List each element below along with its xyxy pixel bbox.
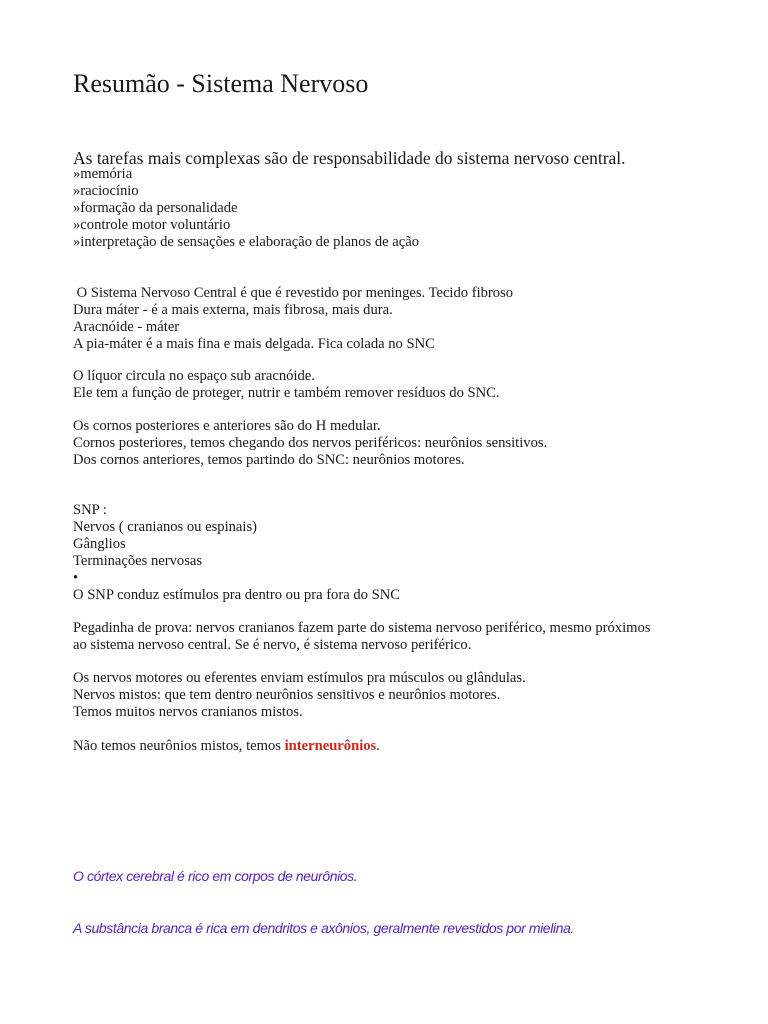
text-line: Nervos mistos: que tem dentro neurônios sensitivos e neurônios motores. [73,687,501,703]
highlight-term: interneurônios [284,738,377,754]
intro-lead: As tarefas mais complexas são de responsabilidade do sistema nervoso central. [73,148,626,168]
text-line: ao sistema nervoso central. Se é nervo, é sistema nervoso periférico. [73,637,472,653]
snp-paragraph [73,502,400,604]
text-line: SNP : [73,502,107,518]
list-item: »interpretação de sensações e elaboração de planos de ação [73,234,420,250]
text-line: Nervos ( cranianos ou espinais) [73,519,257,535]
text-line: Os cornos posteriores e anteriores são do H medular. [73,418,381,434]
bullet-glyph: • [73,570,79,586]
text-line: Temos muitos nervos cranianos mistos. [73,704,303,720]
list-item: »memória [73,166,133,182]
text-line: Dos cornos anteriores, temos partindo do SNC: neurônios motores. [73,452,465,468]
text-line: O líquor circula no espaço sub aracnóide. [73,368,315,384]
list-item: »formação da personalidade [73,200,238,216]
final-paragraph [73,738,380,755]
meninges-paragraph [73,285,513,353]
list-item: »raciocínio [73,183,139,199]
text-line: Dura máter - é a mais externa, mais fibrosa, mais dura. [73,302,393,318]
final-suffix: . [376,738,380,754]
text-line: Pegadinha de prova: nervos cranianos fazem parte do sistema nervoso periférico, mesmo próximos [73,620,651,636]
intro-list [73,166,419,251]
liquor-paragraph [73,368,500,402]
nervos-paragraph [73,670,526,721]
page-title: Resumão - Sistema Nervoso [73,69,369,98]
note-line: A substância branca é rica em dendritos e axônios, geralmente revestidos por mielina. [73,920,574,936]
pegadinha-paragraph [73,620,651,654]
text-line: Aracnóide - máter [73,319,180,335]
text-line: O Sistema Nervoso Central é que é revestido por meninges. Tecido fibroso [73,285,514,301]
text-line: Ele tem a função de proteger, nutrir e também remover resíduos do SNC. [73,385,500,401]
text-line [73,738,380,755]
text-line: Gânglios [73,536,126,552]
text-line: Terminações nervosas [73,553,203,569]
list-item: »controle motor voluntário [73,217,231,233]
text-line: A pia-máter é a mais fina e mais delgada. Fica colada no SNC [73,336,435,352]
final-prefix: Não temos neurônios mistos, temos [73,738,285,754]
note-line: O córtex cerebral é rico em corpos de neurônios. [73,868,358,884]
cornos-paragraph [73,418,547,469]
text-line: Os nervos motores ou eferentes enviam estímulos pra músculos ou glândulas. [73,670,526,686]
text-line: Cornos posteriores, temos chegando dos nervos periféricos: neurônios sensitivos. [73,435,548,451]
text-line: O SNP conduz estímulos pra dentro ou pra fora do SNC [73,587,400,603]
